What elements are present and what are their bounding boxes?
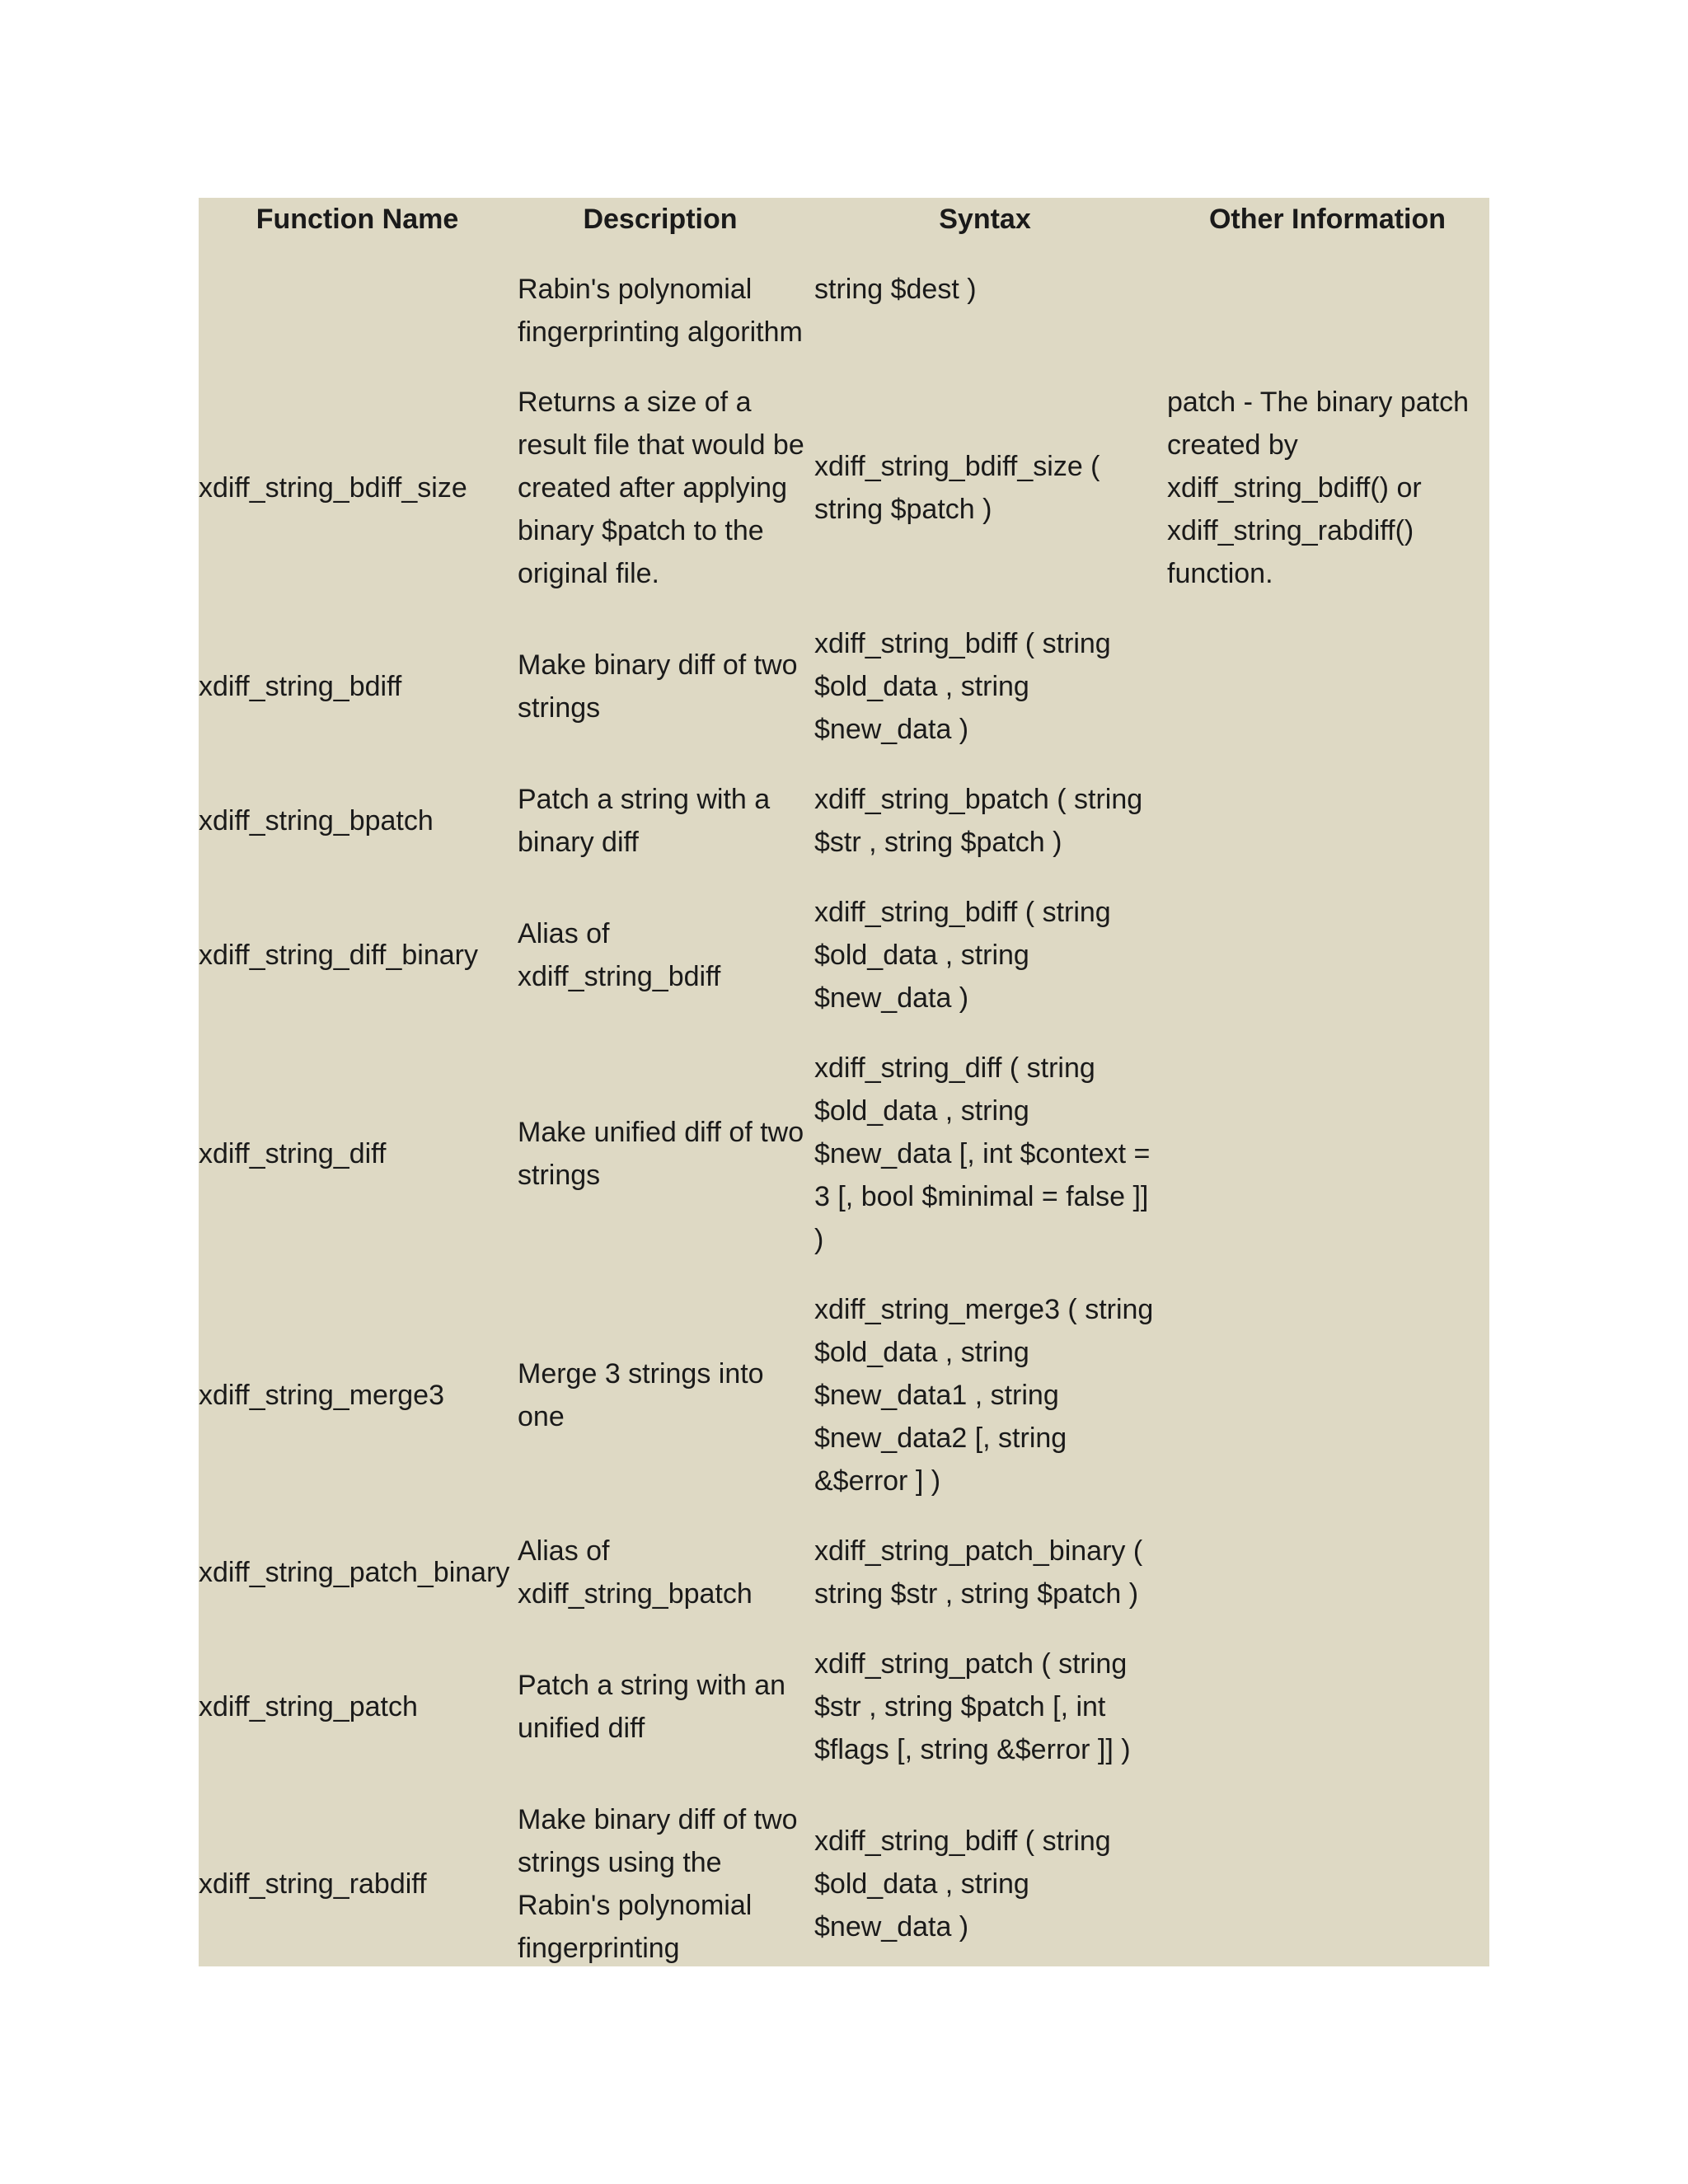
syntax-cell: xdiff_string_bdiff ( string $old_data , string $new_data )	[814, 1825, 1111, 1943]
other-info-cell	[1165, 1288, 1489, 1502]
syntax-cell: xdiff_string_bpatch ( string $str , string $patch )	[814, 784, 1143, 858]
syntax-cell: xdiff_string_bdiff ( string $old_data , string $new_data )	[814, 628, 1111, 745]
function-name-cell: xdiff_string_bdiff	[199, 671, 402, 702]
function-name-cell: xdiff_string_bpatch	[199, 805, 434, 837]
description-cell: Make binary diff of two strings	[518, 649, 798, 724]
table-row	[199, 1530, 1489, 1615]
other-info-cell	[1165, 1643, 1489, 1771]
header-row	[199, 198, 1489, 241]
header-syntax: Syntax	[939, 204, 1031, 235]
table-row	[199, 1798, 1489, 1970]
description-cell: Alias of xdiff_string_bdiff	[518, 918, 721, 992]
header-other-information: Other Information	[1208, 204, 1447, 235]
function-name-cell: xdiff_string_rabdiff	[199, 1868, 427, 1900]
function-name-cell: xdiff_string_diff	[199, 1138, 387, 1169]
table-row	[199, 891, 1489, 1019]
description-cell: Make unified diff of two strings	[518, 1117, 804, 1191]
function-name-cell: xdiff_string_diff_binary	[199, 940, 478, 971]
other-info-cell	[1165, 1798, 1489, 1970]
other-info-cell	[1165, 891, 1489, 1019]
header-description: Description	[583, 204, 738, 235]
function-name-cell: xdiff_string_patch_binary	[199, 1557, 510, 1588]
function-table	[199, 198, 1489, 1970]
other-info-cell: patch - The binary patch created by xdiff_string_bdiff() or xdiff_string_rabdiff() function.	[1167, 387, 1470, 589]
description-cell: Alias of xdiff_string_bpatch	[518, 1535, 753, 1610]
table-row	[199, 1047, 1489, 1261]
function-name-cell: xdiff_string_bdiff_size	[199, 472, 467, 504]
function-table-container	[199, 198, 1489, 1966]
syntax-cell: xdiff_string_patch ( string $str , string $patch [, int $flags [, string &$error ]] )	[814, 1648, 1131, 1765]
table-row	[199, 778, 1489, 864]
function-name-cell: xdiff_string_merge3	[199, 1380, 444, 1411]
header-function-name: Function Name	[256, 204, 459, 235]
other-info-cell	[1165, 268, 1489, 354]
function-name-cell: xdiff_string_patch	[199, 1691, 418, 1722]
syntax-cell: xdiff_string_diff ( string $old_data , string $new_data [, int $context = 3 [, bool $minimal = false ]] )	[814, 1052, 1151, 1255]
table-row	[199, 381, 1489, 595]
syntax-cell: xdiff_string_bdiff ( string $old_data , string $new_data )	[814, 897, 1111, 1014]
description-cell: Make binary diff of two strings using the Rabin's polynomial fingerprinting	[518, 1804, 798, 1964]
description-cell: Rabin's polynomial fingerprinting algorithm	[518, 274, 803, 348]
syntax-cell: xdiff_string_merge3 ( string $old_data , string $new_data1 , string $new_data2 [, string &$error ] )	[814, 1294, 1154, 1497]
syntax-cell: string $dest )	[814, 274, 977, 305]
table-row	[199, 1288, 1489, 1502]
other-info-cell	[1165, 1047, 1489, 1261]
description-cell: Returns a size of a result file that would be created after applying binary $patch to the original file.	[518, 387, 804, 589]
table-row	[199, 622, 1489, 751]
syntax-cell: xdiff_string_bdiff_size ( string $patch )	[814, 451, 1100, 525]
table-row	[199, 1643, 1489, 1771]
other-info-cell	[1165, 778, 1489, 864]
other-info-cell	[1165, 622, 1489, 751]
description-cell: Merge 3 strings into one	[518, 1358, 764, 1432]
function-name-cell	[199, 268, 516, 354]
table-row	[199, 268, 1489, 354]
other-info-cell	[1165, 1530, 1489, 1615]
syntax-cell: xdiff_string_patch_binary ( string $str , string $patch )	[814, 1535, 1143, 1610]
description-cell: Patch a string with an unified diff	[518, 1670, 786, 1744]
description-cell: Patch a string with a binary diff	[518, 784, 771, 858]
